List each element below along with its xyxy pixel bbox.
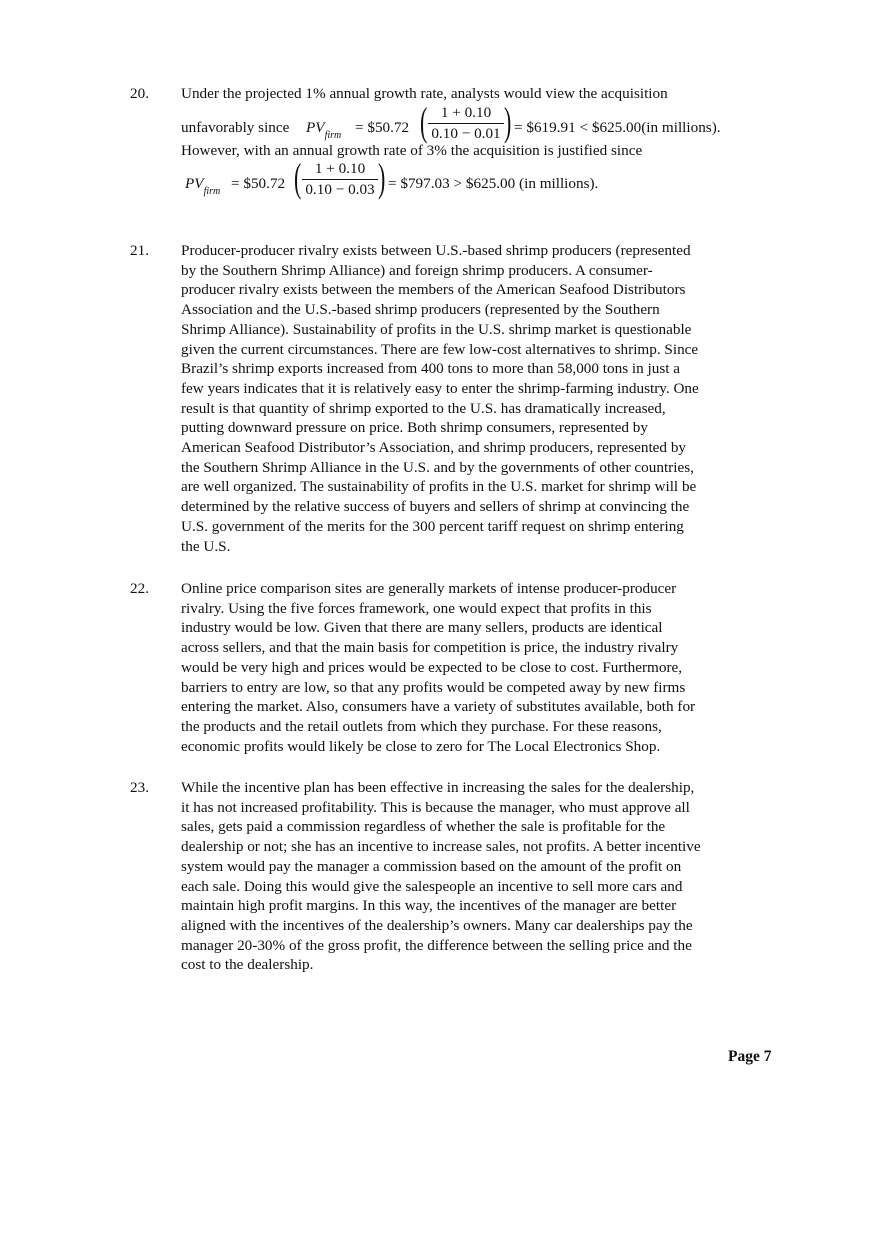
item-text-line: industry would be low. Given that there are many sellers, products are identical — [181, 619, 663, 637]
fraction-numerator: 1 + 0.10 — [440, 103, 492, 121]
item-text-line: dealership or not; she has an incentive to increase sales, not profits. A better incentive — [181, 838, 701, 856]
fraction-bar — [428, 123, 504, 124]
item-text-line: across sellers, and that the main basis for competition is price, the industry rivalry — [181, 639, 679, 657]
item-text-line: putting downward pressure on price. Both shrimp consumers, represented by — [181, 419, 648, 437]
item-text-line: Online price comparison sites are generally markets of intense producer-producer — [181, 580, 677, 597]
item-text-line: the products and the retail outlets from which they purchase. For these reasons, — [181, 717, 662, 735]
item-text-line: given the current circumstances. There are few low-cost alternatives to shrimp. Since — [181, 340, 699, 358]
fraction-bar — [302, 179, 378, 180]
right-paren: ) — [503, 98, 512, 144]
item-text-line: cost to the dealership. — [181, 956, 314, 974]
item-text-line: it has not increased profitability. This is because the manager, who must approve all — [181, 798, 690, 816]
item-text-line: Association and the U.S.-based shrimp producers (represented by the Southern — [181, 301, 660, 319]
equation-result: = $619.91 < $625.00(in millions). — [514, 118, 721, 136]
item-text-line: barriers to entry are low, so that any profits would be competed away by new firms — [181, 678, 686, 696]
equation-coefficient: = $50.72 — [355, 118, 410, 136]
equation-coefficient: = $50.72 — [231, 175, 286, 193]
item-text-line: rivalry. Using the five forces framework, one would expect that profits in this — [181, 599, 652, 617]
item-text-line: each sale. Doing this would give the salespeople an incentive to sell more cars and — [181, 877, 683, 895]
equation-result: = $797.03 > $625.00 (in millions). — [388, 175, 599, 193]
item-text-line: aligned with the incentives of the dealership’s owners. Many car dealerships pay the — [181, 916, 693, 934]
item-text-line: by the Southern Shrimp Alliance) and foreign shrimp producers. A consumer- — [181, 261, 653, 279]
item-text-line: result is that quantity of shrimp exported to the U.S. has dramatically increased, — [181, 399, 666, 417]
equation-pv-symbol — [185, 174, 220, 196]
item-body — [181, 579, 779, 756]
fraction-denominator: 0.10 − 0.03 — [305, 181, 375, 199]
item-text-line: determined by the relative success of buyers and sellers of shrimp at convincing the — [181, 498, 690, 516]
item-number: 21. — [130, 242, 149, 259]
item-text-line: Under the projected 1% annual growth rate, analysts would view the acquisition — [181, 85, 668, 102]
equation-pv-symbol — [306, 118, 341, 140]
item-text-line: sales, gets paid a commission regardless of whether the sale is profitable for the — [181, 818, 666, 836]
item-body — [181, 84, 779, 200]
item-text-line: Producer-producer rivalry exists between U.S.-based shrimp producers (represented — [181, 242, 691, 259]
item-number: 20. — [130, 85, 149, 102]
item-text-line: Shrimp Alliance). Sustainability of profits in the U.S. shrimp market is questionable — [181, 320, 692, 338]
equation-1 — [181, 98, 779, 144]
item-text-line: are well organized. The sustainability of profits in the U.S. market for shrimp will be — [181, 478, 697, 496]
item-text-line: the Southern Shrimp Alliance in the U.S. and by the governments of other countries, — [181, 458, 694, 476]
equation-prefix: unfavorably since — [181, 118, 290, 136]
item-text-line: However, with an annual growth rate of 3% the acquisition is justified since — [181, 141, 643, 159]
pv-label: PV — [306, 118, 325, 136]
item-body — [181, 241, 779, 556]
pv-subscript: firm — [324, 129, 342, 141]
item-text-line: economic profits would likely be close to zero for The Local Electronics Shop. — [181, 737, 661, 755]
fraction-numerator: 1 + 0.10 — [314, 160, 366, 178]
item-text-line: maintain high profit margins. In this way, the incentives of the manager are better — [181, 897, 677, 915]
equation-2 — [181, 155, 779, 201]
pv-subscript: firm — [203, 186, 221, 198]
page-number: Page 7 — [728, 1048, 772, 1065]
item-text-line: the U.S. — [181, 537, 231, 555]
item-number: 22. — [130, 580, 149, 597]
item-text-line: entering the market. Also, consumers have a variety of substitutes available, both for — [181, 698, 696, 716]
equation-fraction — [428, 104, 504, 143]
item-text-line: Brazil’s shrimp exports increased from 400 tons to more than 58,000 tons in just a — [181, 360, 680, 378]
item-text-line: would be very high and prices would be expected to be close to cost. Furthermore, — [181, 658, 683, 676]
right-paren: ) — [377, 155, 386, 201]
item-text-line: manager 20-30% of the gross profit, the difference between the selling price and the — [181, 936, 692, 954]
item-text-line: While the incentive plan has been effective in increasing the sales for the dealership, — [181, 779, 695, 796]
left-paren: ( — [293, 155, 302, 201]
item-text-line: U.S. government of the merits for the 300 percent tariff request on shrimp entering — [181, 517, 684, 535]
item-number: 23. — [130, 779, 149, 796]
item-body — [181, 778, 779, 975]
left-paren: ( — [419, 98, 428, 144]
item-text-line: American Seafood Distributor’s Association, and shrimp producers, represented by — [181, 439, 687, 457]
item-text-line: producer rivalry exists between the members of the American Seafood Distributors — [181, 281, 686, 299]
item-text-line: system would pay the manager a commission based on the amount of the profit on — [181, 857, 682, 875]
item-text-line: few years indicates that it is relatively easy to enter the shrimp-farming industry. One — [181, 379, 699, 397]
fraction-denominator: 0.10 − 0.01 — [431, 124, 501, 142]
pv-label: PV — [185, 175, 204, 193]
equation-fraction — [302, 160, 378, 199]
